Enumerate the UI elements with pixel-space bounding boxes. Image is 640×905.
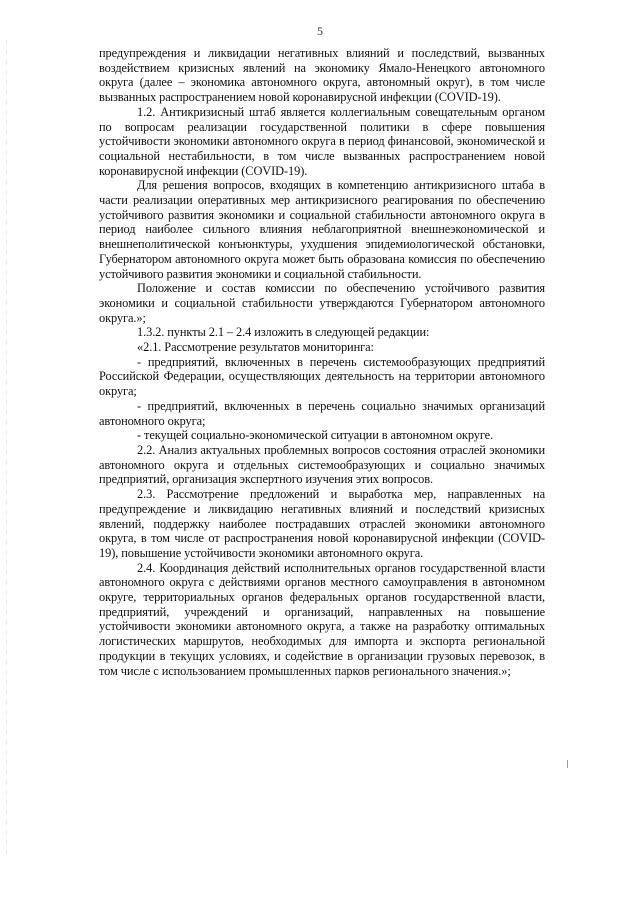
paragraph: Для решения вопросов, входящих в компетенцию антикризисного штаба в части реализации оперативных мер антикризисного реагирования по обеспечению устойчивого развития экономики и социальной стабильности автономного округа в период наиболее сильного влияния неблагоприятной внешнеэкономической и внешнеполитической конъюнктуры, ухудшения эпидемиологической обстановки, Губернатором автономного округа может быть образована комиссия по обеспечению устойчивого развития экономики и социальной стабильности. bbox=[99, 178, 545, 281]
paragraph: - предприятий, включенных в перечень социально значимых организаций автономного округа; bbox=[99, 398, 545, 428]
paragraph: 1.3.2. пункты 2.1 – 2.4 изложить в следующей редакции: bbox=[137, 325, 430, 340]
page-number: 5 bbox=[317, 24, 323, 38]
paragraph: предупреждения и ликвидации негативных влияний и последствий, вызванных воздействием кризисных явлений на экономику Ямало-Ненецкого автономного округа (далее – экономика автономного округа, автономный округ), в том числе вызванных распространением новой коронавирусной инфекции (COVID-19). bbox=[99, 46, 545, 105]
paragraph: 2.2. Анализ актуальных проблемных вопросов состояния отраслей экономики автономного округа и отдельных системообразующих и социально значимых предприятий, организация экспертного изучения этих вопросов. bbox=[99, 442, 545, 487]
paragraph: «2.1. Рассмотрение результатов мониторинга: bbox=[137, 340, 374, 355]
paragraph: 2.3. Рассмотрение предложений и выработка мер, направленных на предупреждение и ликвидацию негативных влияний и последствий кризисных явлений, поддержку наиболее пострадавших отраслей экономики автономного округа, в том числе от распространения новой коронавирусной инфекции (COVID-19), повышение устойчивости экономики автономного округа. bbox=[99, 487, 545, 560]
paragraph: Положение и состав комиссии по обеспечению устойчивого развития экономики и социальной стабильности утверждаются Губернатором автономного округа.»; bbox=[99, 281, 545, 325]
scan-mark bbox=[567, 760, 568, 768]
paragraph: 2.4. Координация действий исполнительных органов государственной власти автономного округа с действиями органов местного самоуправления в автономном округе, территориальных органов федеральных органов государственной власти, предприятий, учреждений и организаций, направленных на повышение устойчивости экономики автономного округа, а также на разработку оптимальных логистических маршрутов, необходимых для импорта и экспорта региональной продукции в текущих условиях, и содействие в организации грузовых перевозок, в том числе с использованием промышленных парков регионального значения.»; bbox=[99, 560, 545, 678]
document-body bbox=[99, 46, 545, 678]
scan-margin-artifact bbox=[6, 40, 7, 860]
paragraph: 1.2. Антикризисный штаб является коллегиальным совещательным органом по вопросам реализации государственной политики в сфере повышения устойчивости экономики автономного округа в период финансовой, экономической и социальной нестабильности, в том числе вызванных распространением новой коронавирусной инфекции (COVID-19). bbox=[99, 104, 545, 178]
paragraph: - предприятий, включенных в перечень системообразующих предприятий Российской Федерации, осуществляющих деятельность на территории автономного округа; bbox=[99, 354, 545, 399]
paragraph: - текущей социально-экономической ситуации в автономном округе. bbox=[137, 428, 494, 443]
